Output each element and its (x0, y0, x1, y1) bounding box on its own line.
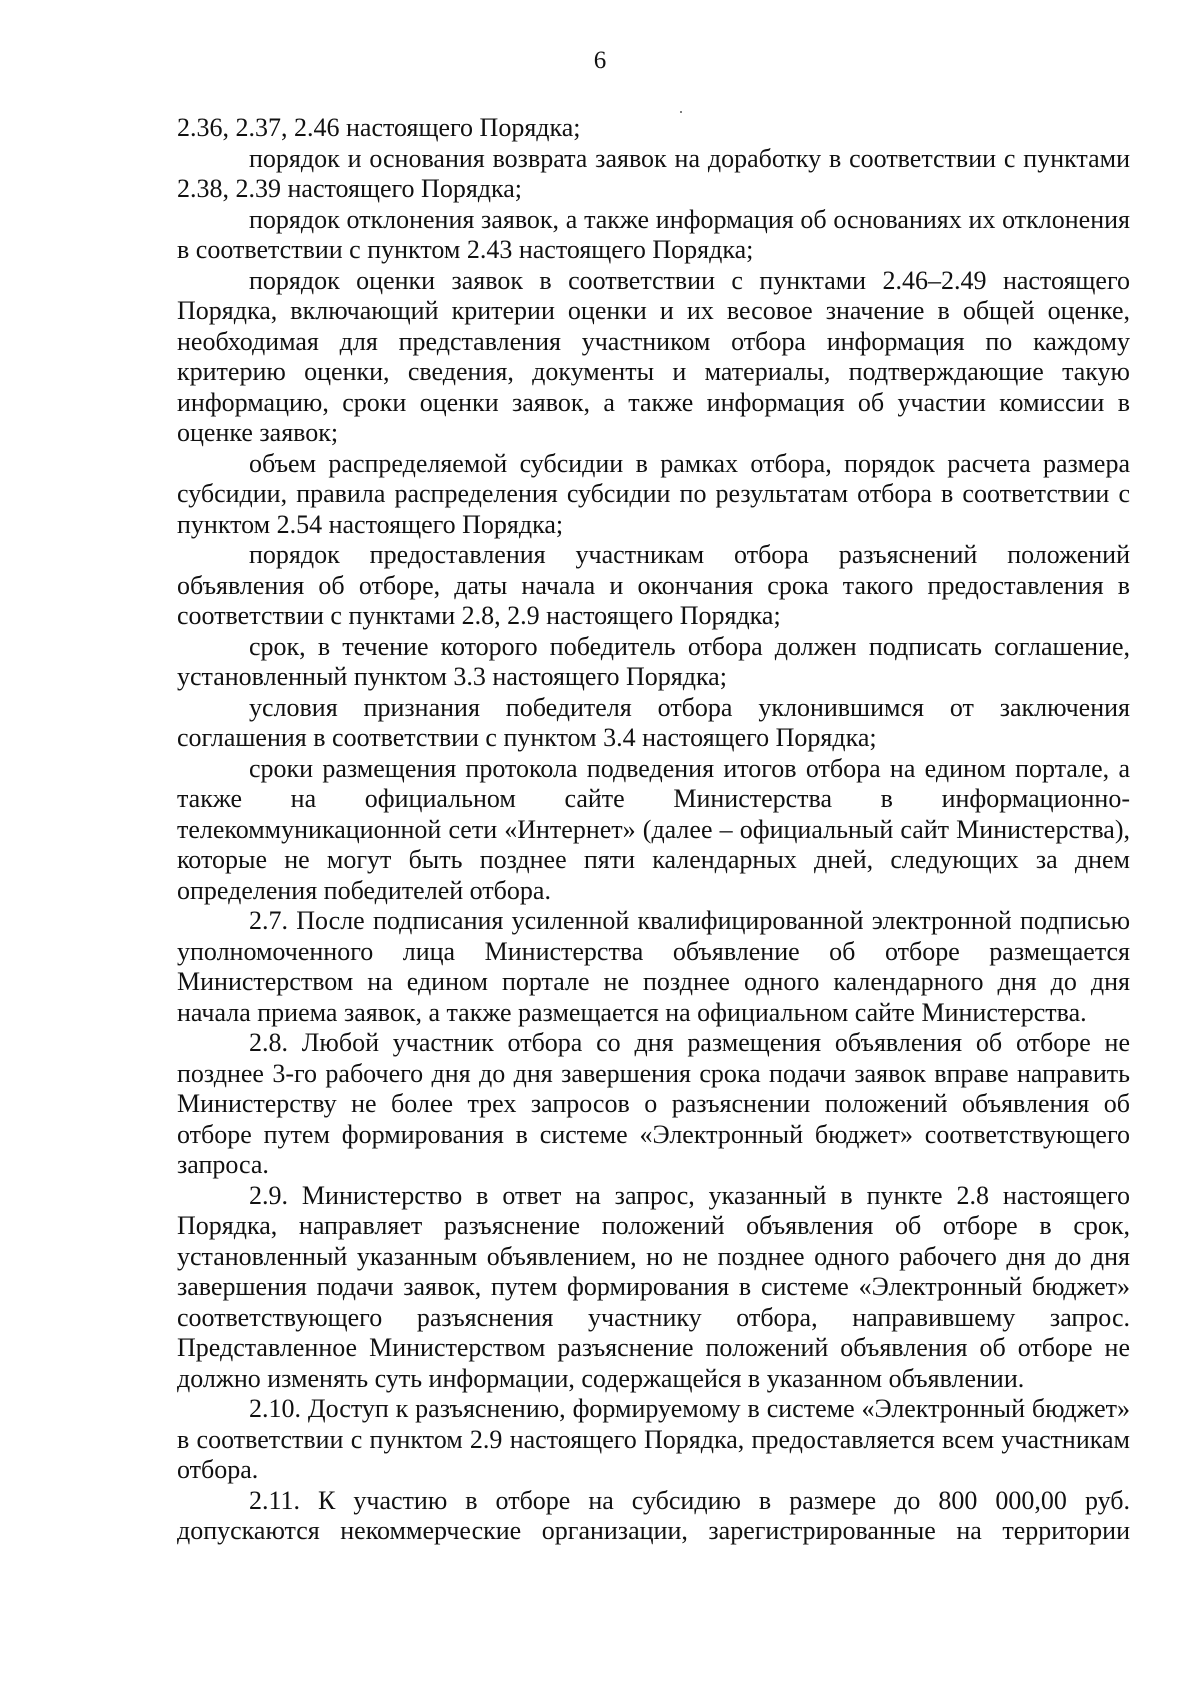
paragraph-protocol-placement: сроки размещения протокола подведения итогов отбора на едином портале, а также на официальном сайте Министерства в информационно-телекоммуникационной сети «Интернет» (далее – официальный сайт Министерства), которые не могут быть позднее пяти календарных дней, следующих за днем определения победителей отбора. (177, 753, 1130, 905)
paragraph-agreement-deadline: срок, в течение которого победитель отбора должен подписать соглашение, установленный пунктом 3.3 настоящего Порядка; (177, 631, 1130, 691)
paragraph-2-7: 2.7. После подписания усиленной квалифицированной электронной подписью уполномоченного лица Министерства объявление об отборе размещается Министерством на едином портале не позднее одного календарного дня до дня начала приема заявок, а также размещается на официальном сайте Министерства. (177, 906, 1130, 1027)
paragraph-rejection-procedure: порядок отклонения заявок, а также информация об основаниях их отклонения в соответствии с пунктом 2.43 настоящего Порядка; (177, 204, 1130, 264)
paragraph-clarification-procedure: порядок предоставления участникам отбора разъяснений положений объявления об отборе, даты начала и окончания срока такого предоставления в соответствии с пунктами 2.8, 2.9 настоящего Порядка; (177, 540, 1130, 630)
paragraph-2-10: 2.10. Доступ к разъяснению, формируемому в системе «Электронный бюджет» в соответствии с пунктом 2.9 настоящего Порядка, предоставляется всем участникам отбора. (177, 1394, 1130, 1484)
paragraph-evasion-conditions: условия признания победителя отбора уклонившимся от заключения соглашения в соответствии с пунктом 3.4 настоящего Порядка; (177, 692, 1130, 752)
paragraph-2-9: 2.9. Министерство в ответ на запрос, указанный в пункте 2.8 настоящего Порядка, направляет разъяснение положений объявления об отборе в срок, установленный указанным объявлением, но не позднее одного рабочего дня до дня завершения подачи заявок, путем формирования в системе «Электронный бюджет» соответствующего разъяснения участнику отбора, направившему запрос. Представленное Министерством разъяснение положений объявления об отборе не должно изменять суть информации, содержащейся в указанном объявлении. (177, 1180, 1130, 1393)
paragraph-return-procedure: порядок и основания возврата заявок на доработку в соответствии с пунктами 2.38, 2.39 настоящего Порядка; (177, 143, 1130, 203)
paragraph-2-11: 2.11. К участию в отборе на субсидию в размере до 800 000,00 руб. допускаются некоммерческие организации, зарегистрированные на территории (177, 1485, 1130, 1545)
document-body (177, 113, 1130, 1547)
paragraph-2-8: 2.8. Любой участник отбора со дня размещения объявления об отборе не позднее 3-го рабочего дня до дня завершения срока подачи заявок вправе направить Министерству не более трех запросов о разъяснении положений объявления об отборе путем формирования в системе «Электронный бюджет» соответствующего запроса. (177, 1028, 1130, 1179)
paragraph-subsidy-volume: объем распределяемой субсидии в рамках отбора, порядок расчета размера субсидии, правила распределения субсидии по результатам отбора в соответствии с пунктом 2.54 настоящего Порядка; (177, 448, 1130, 539)
paragraph-evaluation-procedure: порядок оценки заявок в соответствии с пунктами 2.46–2.49 настоящего Порядка, включающий критерии оценки и их весовое значение в общей оценке, необходимая для представления участником отбора информация по каждому критерию оценки, сведения, документы и материалы, подтверждающие такую информацию, сроки оценки заявок, а также информация об участии комиссии в оценке заявок; (177, 265, 1130, 447)
page-number: 6 (593, 47, 607, 74)
paragraph-continuation: 2.36, 2.37, 2.46 настоящего Порядка; (177, 113, 581, 142)
